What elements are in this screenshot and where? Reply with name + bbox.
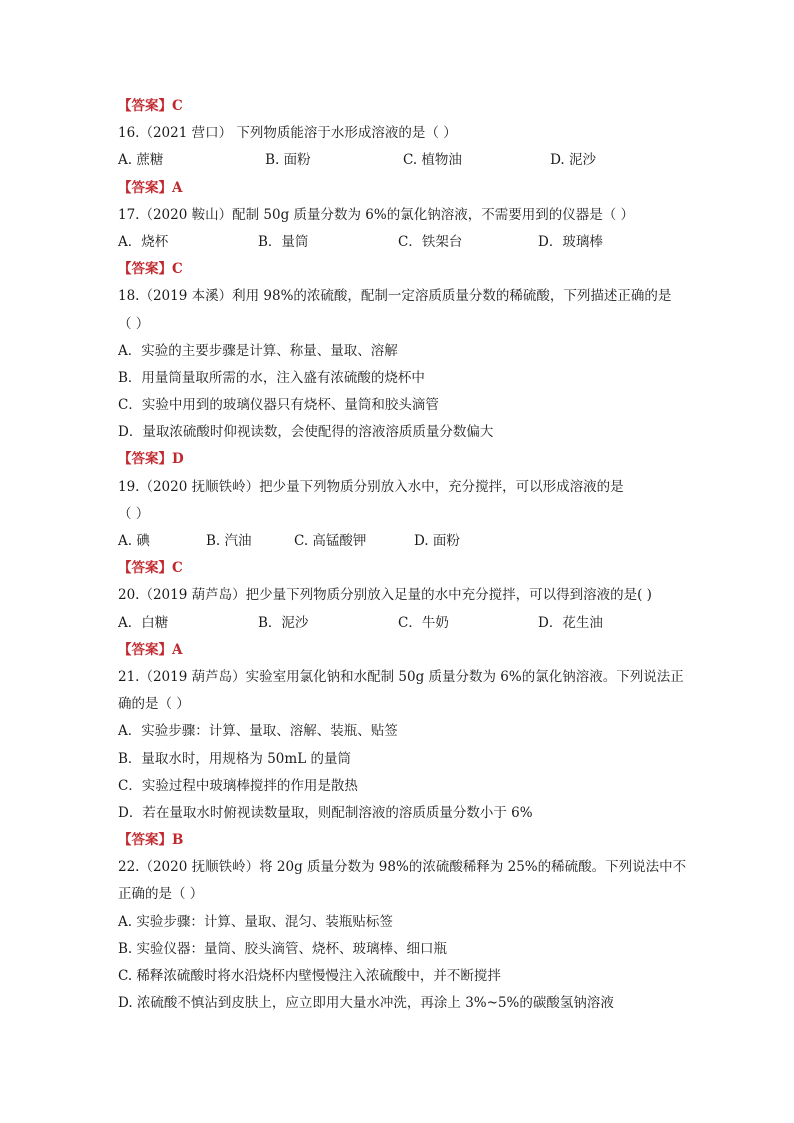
question-20-options xyxy=(118,610,688,637)
answer-label: 【答案】 xyxy=(118,560,172,577)
option-d: D. 浓硫酸不慎沾到皮肤上，应立即用大量水冲洗，再涂上 3%~5%的碳酸氢钠溶液 xyxy=(118,995,614,1012)
option-a: A．白糖 xyxy=(118,614,169,631)
question-21-stem: 21.（2019 葫芦岛）实验室用氯化钠和水配制 50g 质量分数为 6%的氯化钠溶液。下列说法正 xyxy=(118,668,684,685)
option-a: A. 碘 xyxy=(118,533,150,549)
answer-value: D xyxy=(172,451,184,468)
document-page xyxy=(118,93,688,1017)
answer-20 xyxy=(118,637,688,664)
question-16-stem: 16.（2021 营口） 下列物质能溶于水形成溶液的是（ ） xyxy=(118,125,457,142)
option-a: A．烧杯 xyxy=(118,233,169,250)
option-a: A．实验步骤：计算、量取、溶解、装瓶、贴签 xyxy=(118,723,398,740)
option-d: D．玻璃棒 xyxy=(538,233,603,250)
option-d: D．量取浓硫酸时仰视读数，会使配得的溶液溶质质量分数偏大 xyxy=(118,424,494,441)
question-17-stem: 17.（2020 鞍山）配制 50g 质量分数为 6%的氯化钠溶液，不需要用到的仪器是（ ） xyxy=(118,206,635,223)
question-18-stem: 18.（2019 本溪）利用 98%的浓硫酸，配制一定溶质质量分数的稀硫酸，下列描述正确的是 xyxy=(118,288,672,305)
option-b: B. 汽油 xyxy=(206,533,252,549)
option-b: B．量筒 xyxy=(258,233,309,250)
question-22-stem: 22.（2020 抚顺铁岭）将 20g 质量分数为 98%的浓硫酸稀释为 25%的稀硫酸。下列说法中不 xyxy=(118,859,687,876)
question-21-stem-cont: 确的是（ ） xyxy=(118,696,190,713)
question-18-stem-cont: （ ） xyxy=(118,315,150,332)
option-a: A．实验的主要步骤是计算、称量、量取、溶解 xyxy=(118,342,398,359)
option-c: C．铁架台 xyxy=(398,233,463,250)
question-22-stem-cont: 正确的是（ ） xyxy=(118,886,204,903)
answer-19 xyxy=(118,555,688,582)
answer-value: B xyxy=(172,832,184,849)
answer-value: C xyxy=(172,98,183,114)
option-b: B. 面粉 xyxy=(265,152,311,169)
option-d: D．若在量取水时俯视读数量取，则配制溶液的溶质质量分数小于 6% xyxy=(118,804,533,821)
answer-label: 【答案】 xyxy=(118,261,172,278)
answer-value: A xyxy=(172,641,183,658)
option-c: C．实验过程中玻璃棒搅拌的作用是散热 xyxy=(118,777,358,794)
option-c: C．实验中用到的玻璃仪器只有烧杯、量筒和胶头滴管 xyxy=(118,397,439,414)
option-a: A. 实验步骤：计算、量取、混匀、装瓶贴标签 xyxy=(118,913,393,930)
option-c: C. 植物油 xyxy=(403,152,462,169)
answer-label: 【答案】 xyxy=(118,832,172,849)
option-b: B．泥沙 xyxy=(258,614,309,631)
question-19-options xyxy=(118,528,688,555)
option-b: B. 实验仪器：量筒、胶头滴管、烧杯、玻璃棒、细口瓶 xyxy=(118,940,448,957)
option-d: D．花生油 xyxy=(538,614,603,631)
answer-17 xyxy=(118,256,688,283)
option-d: D. 泥沙 xyxy=(550,152,597,169)
answer-value: A xyxy=(172,179,183,196)
option-a: A. 蔗糖 xyxy=(118,152,164,169)
answer-value: C xyxy=(172,560,183,577)
answer-21 xyxy=(118,827,688,854)
answer-16 xyxy=(118,175,688,202)
answer-18 xyxy=(118,446,688,473)
option-b: B．用量筒量取所需的水，注入盛有浓硫酸的烧杯中 xyxy=(118,369,425,386)
answer-15 xyxy=(118,93,688,120)
option-d: D. 面粉 xyxy=(414,533,460,549)
answer-value: C xyxy=(172,261,183,278)
question-19-stem-cont: （ ） xyxy=(118,505,150,522)
answer-label: 【答案】 xyxy=(118,179,172,196)
question-17-options xyxy=(118,229,688,256)
question-20-stem: 20.（2019 葫芦岛）把少量下列物质分别放入足量的水中充分搅拌，可以得到溶液的是( ) xyxy=(118,587,652,604)
option-c: C．牛奶 xyxy=(398,614,449,631)
question-16-options xyxy=(118,147,688,174)
option-c: C. 稀释浓硫酸时将水沿烧杯内壁慢慢注入浓硫酸中，并不断搅拌 xyxy=(118,968,501,984)
option-c: C. 高锰酸钾 xyxy=(294,533,367,549)
answer-label: 【答案】 xyxy=(118,451,172,468)
option-b: B．量取水时，用规格为 50mL 的量筒 xyxy=(118,750,351,767)
answer-label: 【答案】 xyxy=(118,98,172,114)
answer-label: 【答案】 xyxy=(118,641,172,658)
question-19-stem: 19.（2020 抚顺铁岭）把少量下列物质分别放入水中，充分搅拌，可以形成溶液的是 xyxy=(118,478,624,495)
